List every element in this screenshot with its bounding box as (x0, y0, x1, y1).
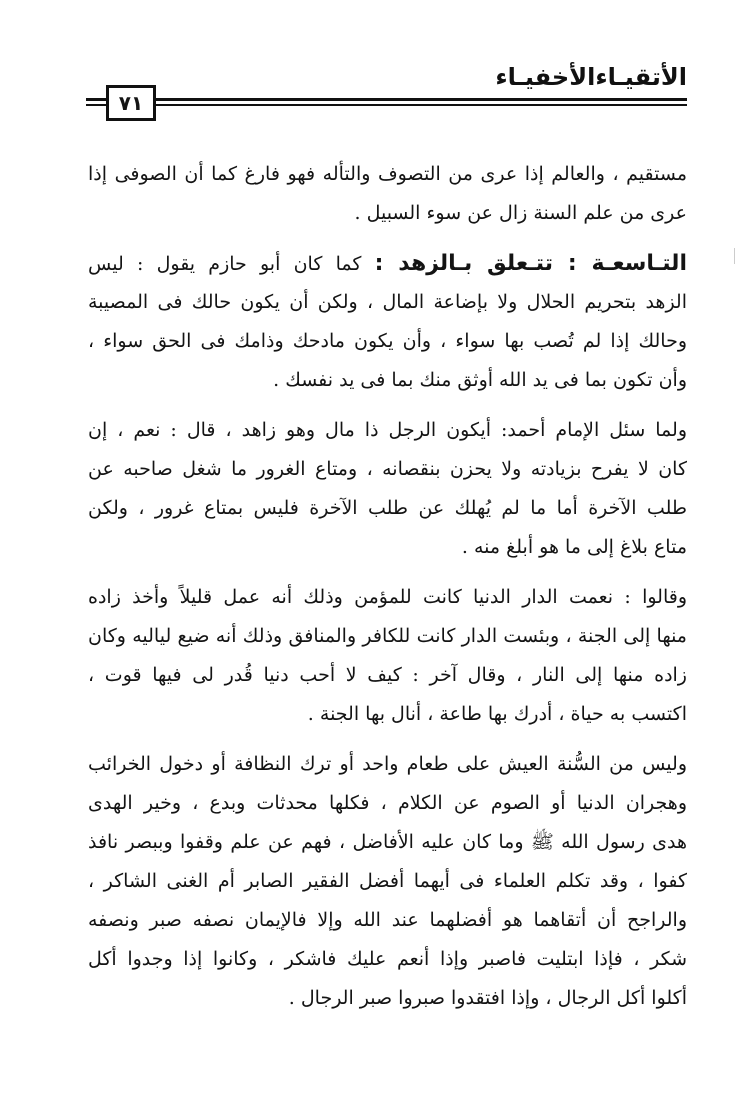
body-text (88, 155, 687, 1018)
paragraph (88, 411, 687, 567)
header-rule-thick (150, 98, 687, 101)
text-fragment: كما كان أبو حازم يقول : ليس (88, 253, 362, 275)
page-number-box (106, 85, 156, 121)
text-line: زاده منها إلى النار ، وقال آخر : كيف لا أحب دنيا قُدر لى فيها قوت ، (88, 664, 687, 686)
text-line: كفوا ، وقد تكلم العلماء فى أيهما أفضل الفقير الصابر أم الغنى الشاكر ، (88, 870, 687, 892)
text-line: كان لا يفرح بزيادته ولا يحزن بنقصانه ، ومتاع الغرور ما شغل صاحبه عن (88, 458, 687, 480)
paragraph (88, 155, 687, 233)
section-heading: التـاسعـة : تتـعلق بـالزهد : (374, 251, 687, 276)
text-line: شكر ، فإذا ابتليت فاصبر وإذا أنعم عليك فاشكر ، وكانوا إذا وجدوا أكل (88, 948, 687, 970)
header-rule-left-thick (86, 98, 106, 101)
margin-mark (734, 248, 735, 264)
header-rule-thin (150, 104, 687, 106)
text-line: مستقيم ، والعالم إذا عرى من التصوف والتأله فهو فارغ كما أن الصوفى إذا (88, 163, 687, 185)
text-line: متاع بلاغ إلى ما هو أبلغ منه . (461, 536, 687, 558)
text-line: والراجح أن أتقاهما هو أفضلهما عند الله وإلا فالإيمان نصفه صبر ونصفه (88, 909, 687, 931)
text-line-with-heading (88, 244, 687, 283)
text-line: وقالوا : نعمت الدار الدنيا كانت للمؤمن وذلك أنه عمل قليلاً وأخذ زاده (88, 586, 687, 608)
paragraph (88, 745, 687, 1018)
paragraph (88, 578, 687, 734)
text-line: الزهد بتحريم الحلال ولا بإضاعة المال ، ولكن أن يكون حالك فى المصيبة (88, 291, 687, 313)
text-line: منها إلى الجنة ، وبئست الدار كانت للكافر والمنافق وذلك أنه ضيع لياليه وكان (88, 625, 687, 647)
paragraph (88, 244, 687, 400)
text-line: ولما سئل الإمام أحمد: أيكون الرجل ذا مال وهو زاهد ، قال : نعم ، إن (88, 419, 687, 441)
text-line: هدى رسول الله ﷺ وما كان عليه الأفاضل ، فهم عن علم وقفوا وببصر نافذ (88, 831, 687, 853)
text-line: وليس من السُّنة العيش على طعام واحد أو ترك النظافة أو دخول الخرائب (88, 753, 687, 775)
text-line: وأن تكون بما فى يد الله أوثق منك بما فى يد نفسك . (273, 369, 687, 391)
text-line: اكتسب به حياة ، أدرك بها طاعة ، أنال بها الجنة . (307, 703, 687, 725)
text-line: وحالك إذا لم تُصب بها سواء ، وأن يكون مادحك وذامك فى الحق سواء ، (88, 330, 687, 352)
text-line: طلب الآخرة أما ما لم يُهلك عن طلب الآخرة فليس بمتاع غرور ، ولكن (88, 497, 687, 519)
running-header-title: الأتقيـاءالأخفيـاء (495, 63, 687, 91)
header-rule-left-thin (86, 104, 106, 106)
text-line: أكلوا أكل الرجال ، وإذا افتقدوا صبروا صبر الرجال . (288, 987, 687, 1009)
page-number: ٧١ (118, 91, 144, 115)
text-line: وهجران الدنيا أو الصوم عن الكلام ، فكلها محدثات وبدع ، وخير الهدى (88, 792, 687, 814)
text-line: عرى من علم السنة زال عن سوء السبيل . (354, 202, 687, 224)
